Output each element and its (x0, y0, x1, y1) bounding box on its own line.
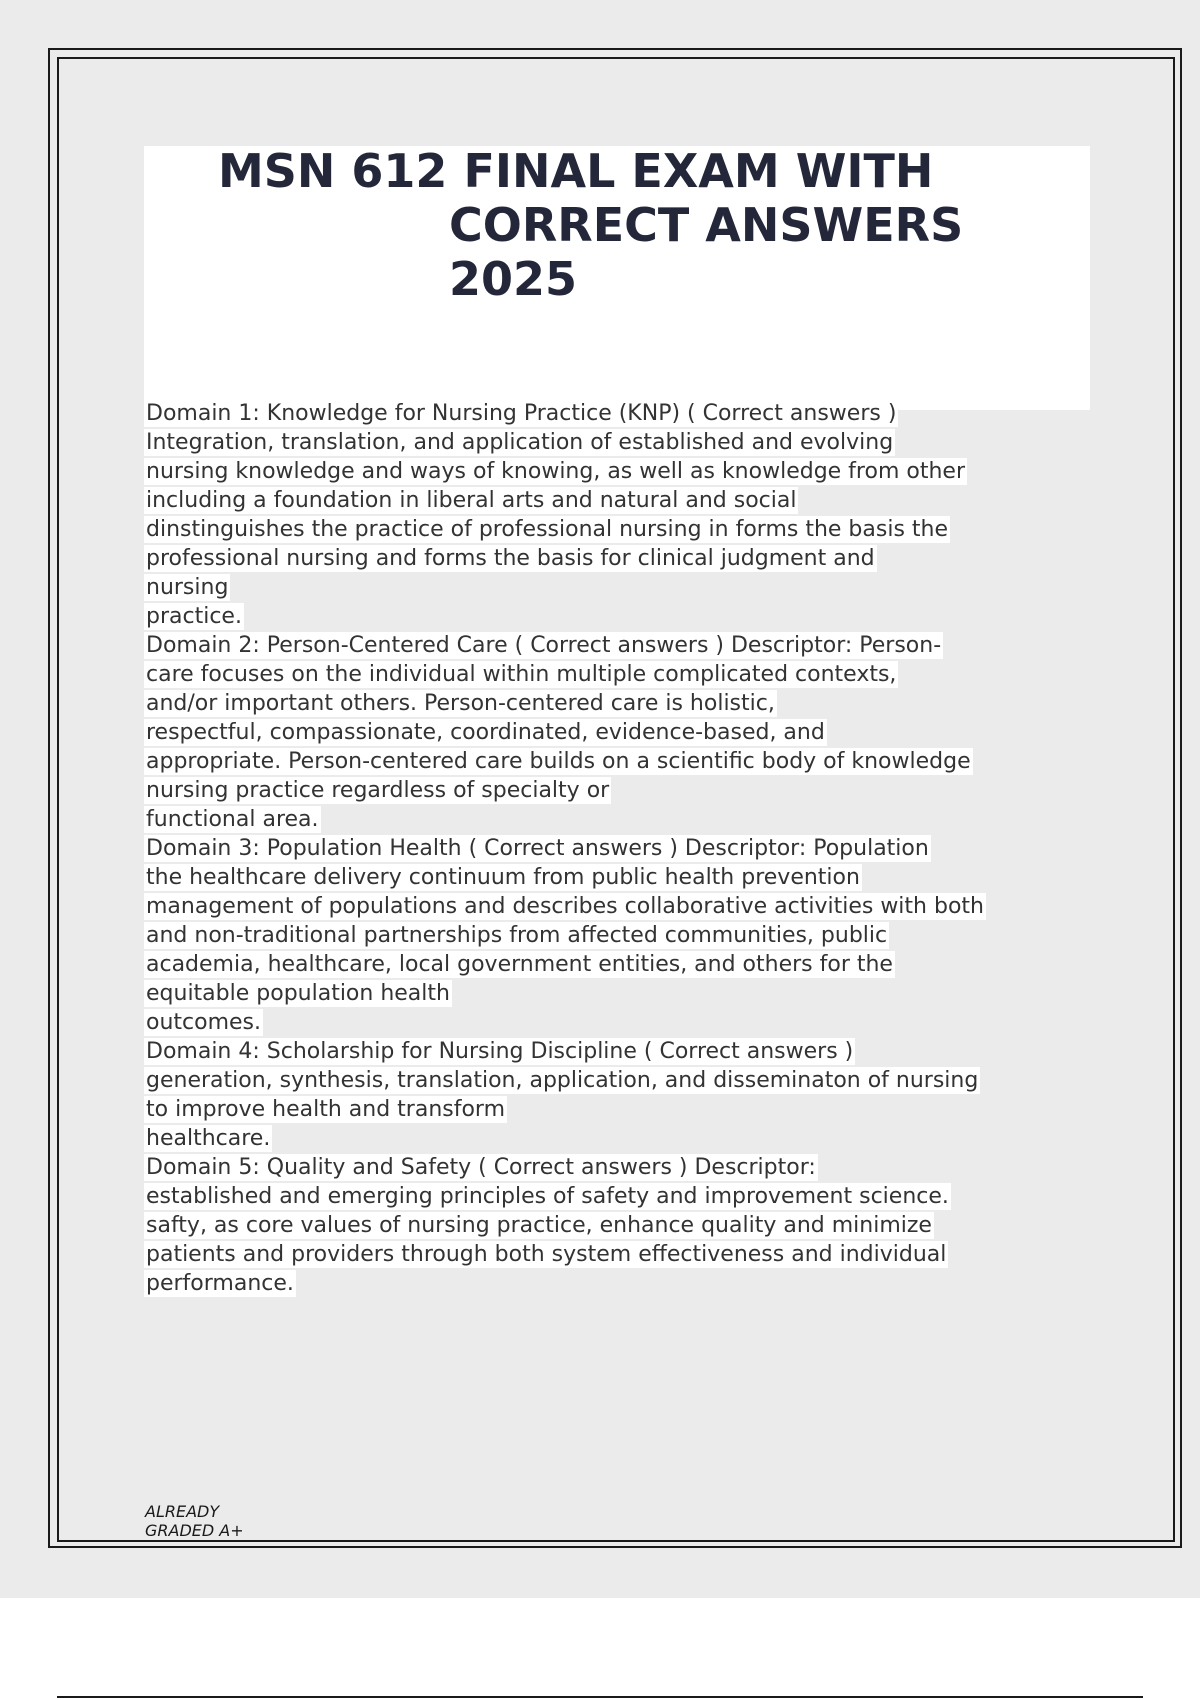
body-line: equitable population health (146, 981, 450, 1006)
body-line: patients and providers through both system effectiveness and individual (146, 1242, 947, 1267)
body-line: outcomes. (146, 1010, 262, 1035)
body-line: care focuses on the individual within multiple complicated contexts, (146, 662, 897, 687)
body-line: established and emerging principles of safety and improvement science. (146, 1184, 949, 1209)
body-line: respectful, compassionate, coordinated, evidence-based, and (146, 720, 825, 745)
grade-note-line-1: ALREADY (145, 1502, 220, 1521)
body-line: safty, as core values of nursing practice, enhance quality and minimize (146, 1213, 932, 1238)
body-line: performance. (146, 1271, 294, 1296)
body-line: nursing knowledge and ways of knowing, as well as knowledge from other (146, 459, 965, 484)
body-line: including a foundation in liberal arts and natural and social (146, 488, 797, 513)
body-line: management of populations and describes collaborative activities with both (146, 894, 984, 919)
body-line: appropriate. Person-centered care builds on a scientific body of knowledge (146, 749, 971, 774)
grade-note (145, 1502, 244, 1540)
body-line: and/or important others. Person-centered care is holistic, (146, 691, 775, 716)
body-line: nursing practice regardless of specialty or (146, 778, 610, 803)
body-line: academia, healthcare, local government entities, and others for the (146, 952, 893, 977)
document-title-line-3: 2025 (449, 252, 578, 306)
body-line: dinstinguishes the practice of professional nursing in forms the basis the (146, 517, 949, 542)
body-line: to improve health and transform (146, 1097, 506, 1122)
body-line: functional area. (146, 807, 319, 832)
body-line: practice. (146, 604, 242, 629)
grade-note-line-2: GRADED A+ (145, 1521, 244, 1540)
body-line: nursing (146, 575, 229, 600)
body-line: Integration, translation, and application of established and evolving (146, 430, 894, 455)
body-line: Domain 1: Knowledge for Nursing Practice (KNP) ( Correct answers ) (146, 401, 897, 426)
body-line: the healthcare delivery continuum from public health prevention (146, 865, 860, 890)
body-line: professional nursing and forms the basis for clinical judgment and (146, 546, 875, 571)
body-line: and non-traditional partnerships from affected communities, public (146, 923, 888, 948)
body-line: generation, synthesis, translation, application, and disseminaton of nursing (146, 1068, 979, 1093)
body-line: Domain 4: Scholarship for Nursing Discipline ( Correct answers ) (146, 1039, 854, 1064)
body-line: healthcare. (146, 1126, 271, 1151)
bottom-divider (57, 1696, 1143, 1698)
body-line: Domain 3: Population Health ( Correct answers ) Descriptor: Population (146, 836, 929, 861)
document-title-line-1: MSN 612 FINAL EXAM WITH (218, 144, 934, 198)
body-line: Domain 2: Person-Centered Care ( Correct answers ) Descriptor: Person- (146, 633, 942, 658)
document-title-line-2: CORRECT ANSWERS (449, 198, 964, 252)
body-line: Domain 5: Quality and Safety ( Correct answers ) Descriptor: (146, 1155, 816, 1180)
